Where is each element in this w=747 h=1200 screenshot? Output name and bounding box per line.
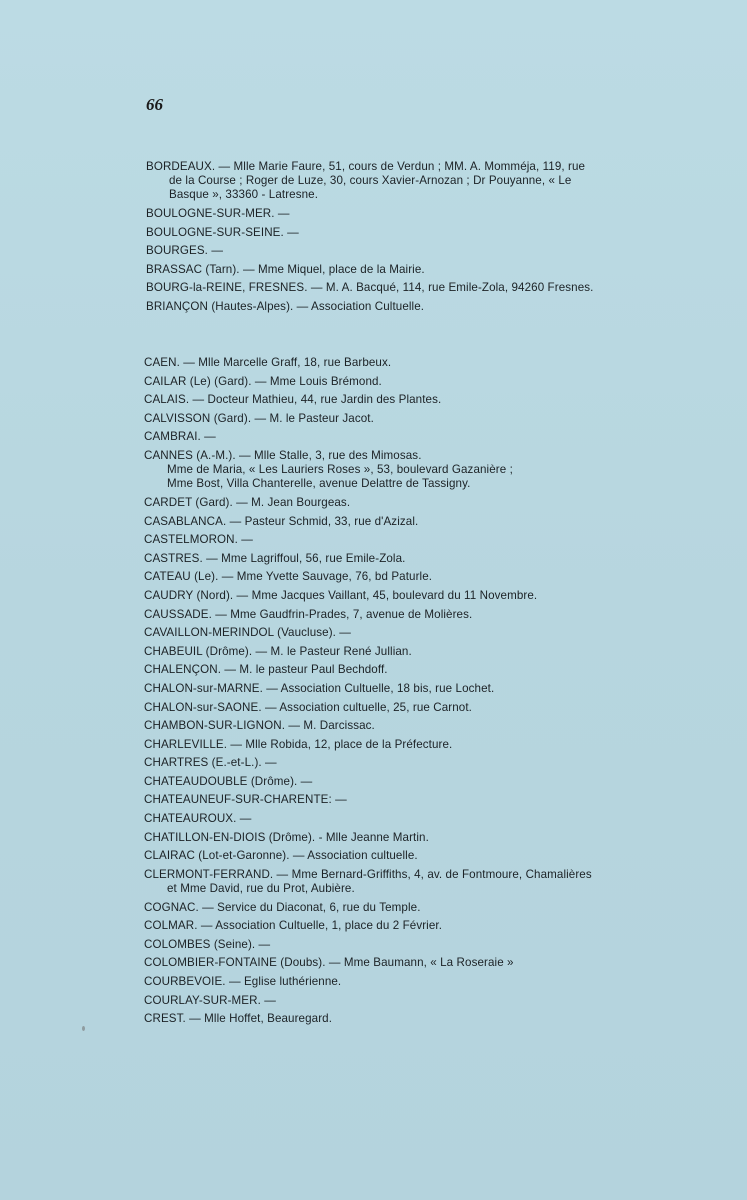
directory-entry xyxy=(144,608,664,622)
directory-entry xyxy=(144,430,664,444)
page-number: 66 xyxy=(146,95,163,114)
section-b-entries xyxy=(146,160,666,319)
directory-entry xyxy=(144,975,664,989)
entry-line: CLAIRAC (Lot-et-Garonne). — Association cultuelle. xyxy=(144,849,418,863)
entry-line: BORDEAUX. — Mlle Marie Faure, 51, cours de Verdun ; MM. A. Momméja, 119, rue xyxy=(146,160,586,173)
entry-line: BOULOGNE-SUR-SEINE. — xyxy=(146,225,299,239)
directory-entry xyxy=(146,207,666,221)
directory-entry xyxy=(144,412,664,426)
directory-entry xyxy=(146,300,666,314)
directory-entry xyxy=(144,994,664,1008)
directory-entry xyxy=(144,793,664,807)
directory-entry xyxy=(144,738,664,752)
entry-line: COGNAC. — Service du Diaconat, 6, rue du Temple. xyxy=(144,900,421,914)
entry-line: BOULOGNE-SUR-MER. — xyxy=(146,207,290,220)
entry-line: CHALON-sur-SAONE. — Association cultuelle, 25, rue Carnot. xyxy=(144,700,472,714)
entry-line: CHATEAUROUX. — xyxy=(144,812,252,826)
directory-entry xyxy=(144,812,664,826)
entry-line: BRIANÇON (Hautes-Alpes). — Association Cultuelle. xyxy=(146,299,425,313)
entry-line: CAMBRAI. — xyxy=(144,430,216,444)
entry-line: CASTELMORON. — xyxy=(144,533,253,547)
entry-line: CALAIS. — Docteur Mathieu, 44, rue Jardin des Plantes. xyxy=(144,393,442,407)
entry-line: CHALENÇON. — M. le pasteur Paul Bechdoff. xyxy=(144,663,388,677)
directory-entry xyxy=(144,589,664,603)
directory-entry xyxy=(146,226,666,240)
directory-entry xyxy=(144,645,664,659)
entry-line: CREST. — Mlle Hoffet, Beauregard. xyxy=(144,1012,333,1026)
section-c-entries xyxy=(144,356,664,1031)
entry-line: CALVISSON (Gard). — M. le Pasteur Jacot. xyxy=(144,411,374,425)
entry-line: BOURG-la-REINE, FRESNES. — M. A. Bacqué, 114, rue Emile-Zola, 94260 Fresnes. xyxy=(146,281,594,295)
entry-line: CAVAILLON-MERINDOL (Vaucluse). — xyxy=(144,626,351,640)
directory-entry xyxy=(144,831,664,845)
entry-line: COURBEVOIE. — Eglise luthérienne. xyxy=(144,975,342,989)
entry-line: CAEN. — Mlle Marcelle Graff, 18, rue Barbeux. xyxy=(144,356,392,369)
entry-line: COLOMBIER-FONTAINE (Doubs). — Mme Baumann, « La Roseraie » xyxy=(144,956,514,970)
directory-entry xyxy=(144,756,664,770)
entry-line: CAILAR (Le) (Gard). — Mme Louis Brémond. xyxy=(144,374,382,388)
entry-line: CHARLEVILLE. — Mlle Robida, 12, place de la Préfecture. xyxy=(144,737,453,751)
entry-line: COURLAY-SUR-MER. — xyxy=(144,993,276,1007)
entry-line: CHATILLON-EN-DIOIS (Drôme). - Mlle Jeanne Martin. xyxy=(144,830,429,844)
directory-entry xyxy=(144,626,664,640)
directory-entry xyxy=(144,901,664,915)
entry-line: CAUSSADE. — Mme Gaudfrin-Prades, 7, avenue de Molières. xyxy=(144,607,473,621)
entry-continuation-line: de la Course ; Roger de Luze, 30, cours Xavier-Arnozan ; Dr Pouyanne, « Le xyxy=(169,174,572,188)
entry-line: CAUDRY (Nord). — Mme Jacques Vaillant, 45, boulevard du 11 Novembre. xyxy=(144,588,538,602)
directory-entry xyxy=(144,956,664,970)
entry-continuation-line: Mme de Maria, « Les Lauriers Roses », 53, boulevard Gazanière ; xyxy=(167,463,513,477)
directory-entry xyxy=(144,849,664,863)
directory-entry xyxy=(144,938,664,952)
entry-line: CLERMONT-FERRAND. — Mme Bernard-Griffiths, 4, av. de Fontmoure, Chamalières xyxy=(144,867,592,881)
entry-line: CASABLANCA. — Pasteur Schmid, 33, rue d'Azizal. xyxy=(144,514,419,528)
entry-line: CHALON-sur-MARNE. — Association Cultuelle, 18 bis, rue Lochet. xyxy=(144,681,495,695)
entry-continuation-line: Mme Bost, Villa Chanterelle, avenue Delattre de Tassigny. xyxy=(167,477,471,491)
directory-entry xyxy=(144,701,664,715)
entry-line: CASTRES. — Mme Lagriffoul, 56, rue Emile-Zola. xyxy=(144,551,406,565)
directory-entry xyxy=(144,515,664,529)
directory-entry xyxy=(144,868,664,896)
directory-entry xyxy=(144,496,664,510)
paper-speck xyxy=(82,1026,85,1031)
directory-entry xyxy=(144,1012,664,1026)
entry-line: COLMAR. — Association Cultuelle, 1, place du 2 Février. xyxy=(144,919,443,933)
directory-entry xyxy=(144,719,664,733)
directory-entry xyxy=(144,552,664,566)
directory-entry xyxy=(146,160,666,203)
entry-line: CHATEAUNEUF-SUR-CHARENTE: — xyxy=(144,793,347,807)
directory-entry xyxy=(144,682,664,696)
directory-entry xyxy=(146,244,666,258)
entry-line: CHABEUIL (Drôme). — M. le Pasteur René Jullian. xyxy=(144,644,412,658)
entry-line: COLOMBES (Seine). — xyxy=(144,937,271,951)
directory-entry xyxy=(144,775,664,789)
entry-line: CARDET (Gard). — M. Jean Bourgeas. xyxy=(144,495,351,509)
entry-line: CHATEAUDOUBLE (Drôme). — xyxy=(144,774,313,788)
entry-continuation-line: et Mme David, rue du Prot, Aubière. xyxy=(167,882,355,896)
entry-line: CANNES (A.-M.). — Mlle Stalle, 3, rue des Mimosas. xyxy=(144,448,422,462)
directory-entry xyxy=(144,375,664,389)
directory-entry xyxy=(146,263,666,277)
entry-continuation-line: Basque », 33360 - Latresne. xyxy=(169,188,319,202)
entry-line: CHAMBON-SUR-LIGNON. — M. Darcissac. xyxy=(144,719,375,733)
directory-entry xyxy=(144,919,664,933)
directory-entry xyxy=(144,533,664,547)
entry-line: BRASSAC (Tarn). — Mme Miquel, place de la Mairie. xyxy=(146,262,425,276)
directory-entry xyxy=(144,356,664,370)
entry-line: BOURGES. — xyxy=(146,244,224,258)
directory-entry xyxy=(144,393,664,407)
directory-entry xyxy=(146,281,666,295)
entry-line: CATEAU (Le). — Mme Yvette Sauvage, 76, bd Paturle. xyxy=(144,570,433,584)
entry-line: CHARTRES (E.-et-L.). — xyxy=(144,756,277,770)
directory-entry xyxy=(144,449,664,492)
directory-entry xyxy=(144,663,664,677)
directory-entry xyxy=(144,570,664,584)
